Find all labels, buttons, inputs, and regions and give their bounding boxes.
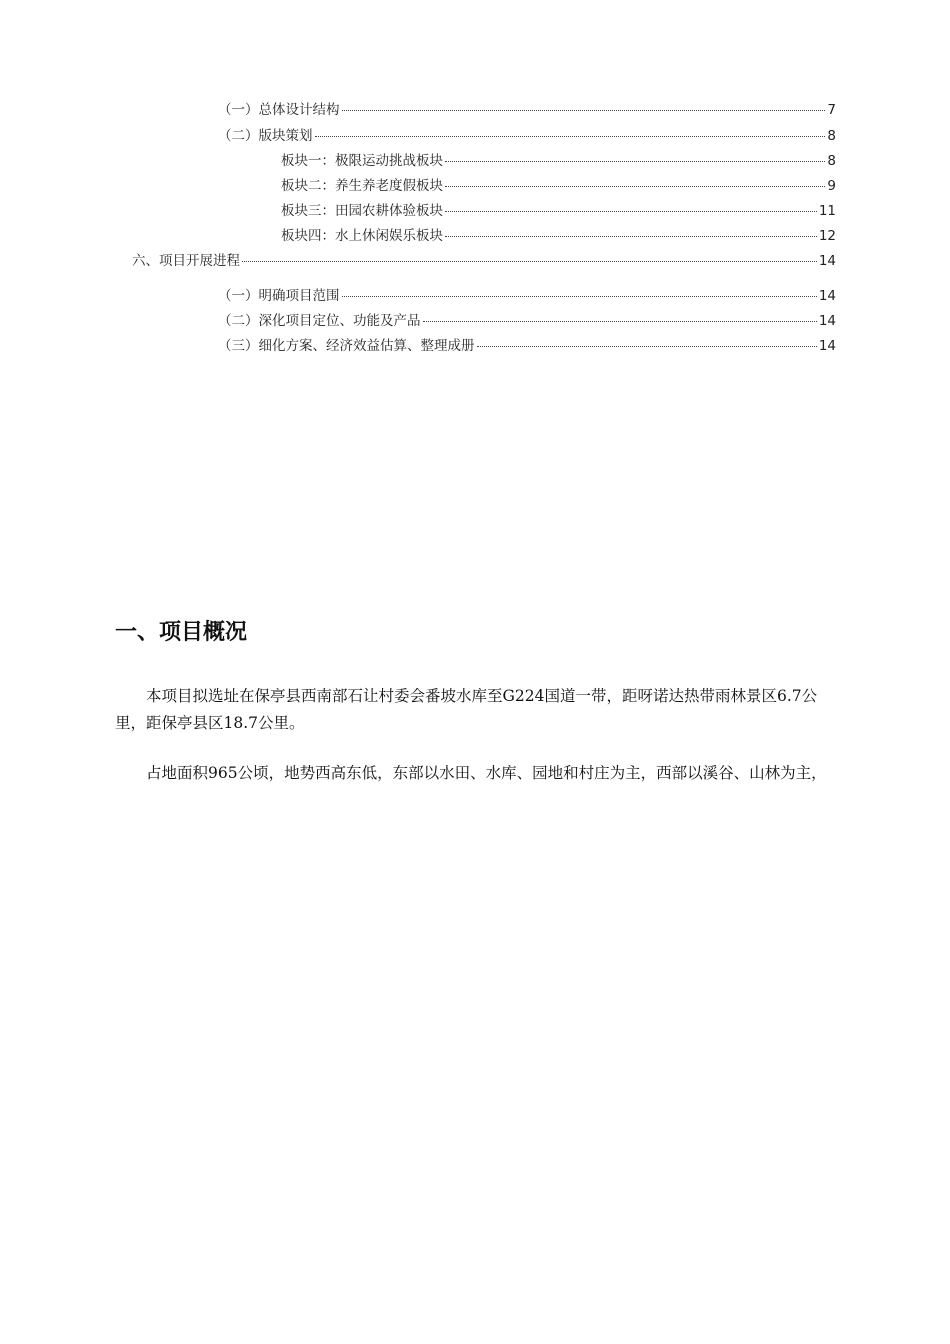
toc-entry-label: 板块四：水上休闲娱乐板块 (281, 228, 443, 244)
toc-leader-dots (445, 186, 825, 187)
toc-entry-page: 7 (827, 102, 836, 118)
toc-entry[interactable] (281, 202, 836, 220)
toc-entry-page: 8 (827, 153, 836, 169)
toc-entry[interactable] (281, 177, 836, 195)
toc-entry[interactable] (281, 152, 836, 170)
toc-entry-label: 板块一：极限运动挑战板块 (281, 153, 443, 169)
toc-leader-dots (445, 161, 825, 162)
section-heading: 一、项目概况 (115, 620, 248, 645)
toc-leader-dots (477, 346, 817, 347)
toc-leader-dots (423, 321, 817, 322)
toc-entry-label: （二）深化项目定位、功能及产品 (218, 313, 421, 329)
toc-entry-label: 板块三：田园农耕体验板块 (281, 203, 443, 219)
toc-entry-page: 14 (818, 313, 836, 329)
toc-entry-label: 板块二：养生养老度假板块 (281, 178, 443, 194)
body-paragraph: 本项目拟选址在保亭县西南部石让村委会番坡水库至G224国道一带，距呀诺达热带雨林景区6.7公里，距保亭县区18.7公里。 (115, 687, 818, 732)
body-paragraph: 占地面积965公顷，地势西高东低，东部以水田、水库、园地和村庄为主，西部以溪谷、山林为主， (146, 764, 827, 782)
toc-entry-page: 14 (818, 253, 836, 269)
toc-entry-page: 12 (818, 228, 836, 244)
toc-leader-dots (242, 261, 817, 262)
toc-entry-page: 9 (827, 178, 836, 194)
toc-entry[interactable] (132, 252, 836, 270)
toc-entry-page: 11 (818, 203, 836, 219)
toc-entry-label: （三）细化方案、经济效益估算、整理成册 (218, 338, 475, 354)
toc-entry[interactable] (218, 312, 836, 330)
toc-entry[interactable] (281, 227, 836, 245)
toc-leader-dots (342, 110, 826, 111)
toc-entry[interactable] (218, 337, 836, 355)
toc-entry-label: （一）明确项目范围 (218, 288, 340, 304)
toc-entry[interactable] (218, 101, 836, 119)
toc-leader-dots (315, 136, 826, 137)
toc-leader-dots (445, 211, 817, 212)
toc-entry-label: （一）总体设计结构 (218, 102, 340, 118)
toc-entry-page: 14 (818, 288, 836, 304)
toc-entry-page: 8 (827, 128, 836, 144)
toc-entry[interactable] (218, 127, 836, 145)
toc-leader-dots (445, 236, 817, 237)
toc-entry-label: （二）版块策划 (218, 128, 313, 144)
toc-entry[interactable] (218, 287, 836, 305)
toc-leader-dots (342, 296, 817, 297)
toc-entry-page: 14 (818, 338, 836, 354)
toc-entry-label: 六、项目开展进程 (132, 253, 240, 269)
